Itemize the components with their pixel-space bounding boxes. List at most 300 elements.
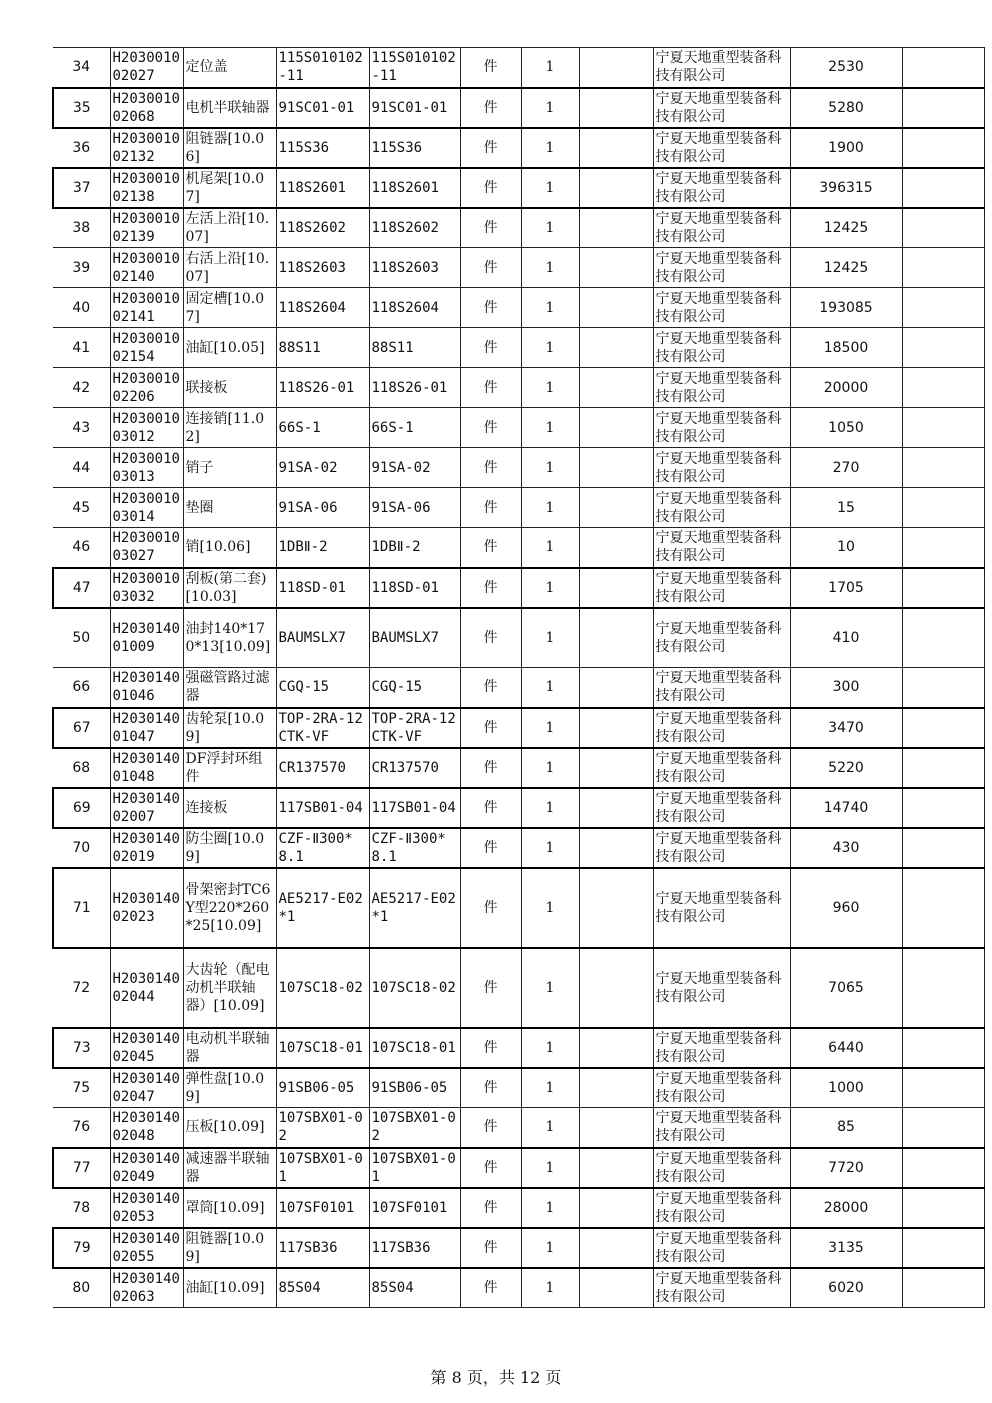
item-price: 20000 — [790, 368, 902, 408]
item-quantity: 1 — [521, 668, 579, 708]
item-model: 118S2604 — [369, 288, 460, 328]
row-number: 78 — [53, 1188, 110, 1228]
material-code: H203001002154 — [110, 328, 183, 368]
item-spec: 115S36 — [276, 128, 369, 168]
item-price: 396315 — [790, 168, 902, 208]
item-quantity: 1 — [521, 88, 579, 128]
item-model: 91SA-02 — [369, 448, 460, 488]
item-name: 刮板(第二套)[10.03] — [183, 568, 276, 608]
row-number: 70 — [53, 828, 110, 868]
blank-cell — [579, 408, 653, 448]
material-code: H203014001009 — [110, 608, 183, 668]
item-model: CR137570 — [369, 748, 460, 788]
blank-cell — [579, 948, 653, 1028]
supplier-name: 宁夏天地重型装备科技有限公司 — [653, 868, 790, 948]
item-unit: 件 — [460, 668, 521, 708]
table-row — [53, 1028, 984, 1068]
item-spec: 107SBX01-02 — [276, 1108, 369, 1148]
item-quantity: 1 — [521, 448, 579, 488]
remark-cell — [902, 568, 984, 608]
item-spec: CR137570 — [276, 748, 369, 788]
item-name: 电动机半联轴器 — [183, 1028, 276, 1068]
supplier-name: 宁夏天地重型装备科技有限公司 — [653, 1268, 790, 1308]
item-quantity: 1 — [521, 868, 579, 948]
item-unit: 件 — [460, 1188, 521, 1228]
item-spec: 1DBⅡ-2 — [276, 528, 369, 568]
item-quantity: 1 — [521, 1228, 579, 1268]
material-code: H203001003012 — [110, 408, 183, 448]
item-spec: 117SB01-04 — [276, 788, 369, 828]
item-spec: 118S2602 — [276, 208, 369, 248]
item-unit: 件 — [460, 208, 521, 248]
supplier-name: 宁夏天地重型装备科技有限公司 — [653, 1108, 790, 1148]
item-quantity: 1 — [521, 208, 579, 248]
item-spec: 91SA-02 — [276, 448, 369, 488]
blank-cell — [579, 708, 653, 748]
row-number: 72 — [53, 948, 110, 1028]
table-row — [53, 48, 984, 88]
remark-cell — [902, 1268, 984, 1308]
material-code: H203001003014 — [110, 488, 183, 528]
item-name: 齿轮泵[10.09] — [183, 708, 276, 748]
remark-cell — [902, 608, 984, 668]
item-unit: 件 — [460, 608, 521, 668]
blank-cell — [579, 48, 653, 88]
item-name: 弹性盘[10.09] — [183, 1068, 276, 1108]
supplier-name: 宁夏天地重型装备科技有限公司 — [653, 708, 790, 748]
material-code: H203001003013 — [110, 448, 183, 488]
row-number: 67 — [53, 708, 110, 748]
item-model: 118SD-01 — [369, 568, 460, 608]
supplier-name: 宁夏天地重型装备科技有限公司 — [653, 48, 790, 88]
item-price: 1050 — [790, 408, 902, 448]
item-model: 107SF0101 — [369, 1188, 460, 1228]
item-unit: 件 — [460, 288, 521, 328]
blank-cell — [579, 1188, 653, 1228]
item-model: 115S010102-11 — [369, 48, 460, 88]
table-row — [53, 488, 984, 528]
table-row — [53, 608, 984, 668]
blank-cell — [579, 88, 653, 128]
item-quantity: 1 — [521, 568, 579, 608]
item-name: 销[10.06] — [183, 528, 276, 568]
blank-cell — [579, 168, 653, 208]
item-spec: 85S04 — [276, 1268, 369, 1308]
remark-cell — [902, 868, 984, 948]
item-price: 3470 — [790, 708, 902, 748]
material-code: H203014001047 — [110, 708, 183, 748]
item-unit: 件 — [460, 408, 521, 448]
supplier-name: 宁夏天地重型装备科技有限公司 — [653, 1068, 790, 1108]
table-row — [53, 568, 984, 608]
item-name: 油缸[10.09] — [183, 1268, 276, 1308]
remark-cell — [902, 668, 984, 708]
item-name: 固定槽[10.07] — [183, 288, 276, 328]
table-row — [53, 1108, 984, 1148]
supplier-name: 宁夏天地重型装备科技有限公司 — [653, 88, 790, 128]
remark-cell — [902, 408, 984, 448]
remark-cell — [902, 488, 984, 528]
table-row — [53, 528, 984, 568]
item-model: TOP-2RA-12CTK-VF — [369, 708, 460, 748]
remark-cell — [902, 828, 984, 868]
item-price: 1900 — [790, 128, 902, 168]
item-spec: 107SF0101 — [276, 1188, 369, 1228]
item-quantity: 1 — [521, 248, 579, 288]
blank-cell — [579, 368, 653, 408]
remark-cell — [902, 1188, 984, 1228]
blank-cell — [579, 608, 653, 668]
remark-cell — [902, 128, 984, 168]
item-model: 85S04 — [369, 1268, 460, 1308]
blank-cell — [579, 208, 653, 248]
supplier-name: 宁夏天地重型装备科技有限公司 — [653, 788, 790, 828]
material-code: H203001002027 — [110, 48, 183, 88]
table-row — [53, 368, 984, 408]
supplier-name: 宁夏天地重型装备科技有限公司 — [653, 288, 790, 328]
remark-cell — [902, 1068, 984, 1108]
material-code: H203001002139 — [110, 208, 183, 248]
item-model: 118S2603 — [369, 248, 460, 288]
material-code: H203014002063 — [110, 1268, 183, 1308]
remark-cell — [902, 208, 984, 248]
material-code: H203014001048 — [110, 748, 183, 788]
item-price: 18500 — [790, 328, 902, 368]
item-name: 联接板 — [183, 368, 276, 408]
row-number: 80 — [53, 1268, 110, 1308]
table-row — [53, 748, 984, 788]
item-quantity: 1 — [521, 828, 579, 868]
item-name: 压板[10.09] — [183, 1108, 276, 1148]
row-number: 66 — [53, 668, 110, 708]
item-spec: 118S26-01 — [276, 368, 369, 408]
item-spec: 118S2604 — [276, 288, 369, 328]
item-price: 410 — [790, 608, 902, 668]
remark-cell — [902, 748, 984, 788]
item-unit: 件 — [460, 488, 521, 528]
item-model: CZF-Ⅱ300*8.1 — [369, 828, 460, 868]
item-model: 91SA-06 — [369, 488, 460, 528]
row-number: 79 — [53, 1228, 110, 1268]
table-row — [53, 168, 984, 208]
item-quantity: 1 — [521, 128, 579, 168]
item-name: 机尾架[10.07] — [183, 168, 276, 208]
item-quantity: 1 — [521, 608, 579, 668]
parts-table — [52, 47, 985, 1308]
table-row — [53, 328, 984, 368]
blank-cell — [579, 788, 653, 828]
item-model: 66S-1 — [369, 408, 460, 448]
item-name: 减速器半联轴器 — [183, 1148, 276, 1188]
blank-cell — [579, 568, 653, 608]
item-spec: 91SC01-01 — [276, 88, 369, 128]
item-quantity: 1 — [521, 368, 579, 408]
blank-cell — [579, 1268, 653, 1308]
table-row — [53, 668, 984, 708]
remark-cell — [902, 168, 984, 208]
row-number: 41 — [53, 328, 110, 368]
item-spec: 117SB36 — [276, 1228, 369, 1268]
item-spec: AE5217-E02*1 — [276, 868, 369, 948]
item-model: 107SC18-02 — [369, 948, 460, 1028]
material-code: H203001002140 — [110, 248, 183, 288]
supplier-name: 宁夏天地重型装备科技有限公司 — [653, 748, 790, 788]
table-body — [53, 48, 984, 1308]
item-spec: 118S2601 — [276, 168, 369, 208]
item-unit: 件 — [460, 1148, 521, 1188]
material-code: H203014002023 — [110, 868, 183, 948]
blank-cell — [579, 1068, 653, 1108]
item-price: 2530 — [790, 48, 902, 88]
remark-cell — [902, 788, 984, 828]
item-name: 强磁管路过滤器 — [183, 668, 276, 708]
table-row — [53, 128, 984, 168]
row-number: 50 — [53, 608, 110, 668]
table-row — [53, 208, 984, 248]
item-spec: 88S11 — [276, 328, 369, 368]
item-quantity: 1 — [521, 288, 579, 328]
row-number: 37 — [53, 168, 110, 208]
supplier-name: 宁夏天地重型装备科技有限公司 — [653, 448, 790, 488]
material-code: H203014002049 — [110, 1148, 183, 1188]
blank-cell — [579, 828, 653, 868]
supplier-name: 宁夏天地重型装备科技有限公司 — [653, 128, 790, 168]
remark-cell — [902, 948, 984, 1028]
item-quantity: 1 — [521, 788, 579, 828]
material-code: H203001002068 — [110, 88, 183, 128]
item-price: 12425 — [790, 248, 902, 288]
item-price: 85 — [790, 1108, 902, 1148]
item-unit: 件 — [460, 1228, 521, 1268]
material-code: H203014002045 — [110, 1028, 183, 1068]
item-spec: 115S010102-11 — [276, 48, 369, 88]
item-model: 117SB01-04 — [369, 788, 460, 828]
material-code: H203014001046 — [110, 668, 183, 708]
item-price: 5220 — [790, 748, 902, 788]
item-price: 7065 — [790, 948, 902, 1028]
row-number: 46 — [53, 528, 110, 568]
item-name: 罩筒[10.09] — [183, 1188, 276, 1228]
table-row — [53, 448, 984, 488]
item-spec: CGQ-15 — [276, 668, 369, 708]
item-unit: 件 — [460, 708, 521, 748]
item-price: 960 — [790, 868, 902, 948]
row-number: 77 — [53, 1148, 110, 1188]
item-price: 300 — [790, 668, 902, 708]
table-row — [53, 948, 984, 1028]
item-spec: 91SA-06 — [276, 488, 369, 528]
row-number: 40 — [53, 288, 110, 328]
row-number: 47 — [53, 568, 110, 608]
item-quantity: 1 — [521, 488, 579, 528]
blank-cell — [579, 668, 653, 708]
table-row — [53, 788, 984, 828]
material-code: H203014002055 — [110, 1228, 183, 1268]
page-footer: 第 8 页，共 12 页 — [430, 1368, 562, 1387]
material-code: H203001003032 — [110, 568, 183, 608]
blank-cell — [579, 868, 653, 948]
item-quantity: 1 — [521, 1268, 579, 1308]
blank-cell — [579, 248, 653, 288]
table-row — [53, 248, 984, 288]
supplier-name: 宁夏天地重型装备科技有限公司 — [653, 948, 790, 1028]
item-name: 销子 — [183, 448, 276, 488]
blank-cell — [579, 448, 653, 488]
row-number: 45 — [53, 488, 110, 528]
item-unit: 件 — [460, 868, 521, 948]
item-price: 6440 — [790, 1028, 902, 1068]
material-code: H203001003027 — [110, 528, 183, 568]
item-model: 107SC18-01 — [369, 1028, 460, 1068]
supplier-name: 宁夏天地重型装备科技有限公司 — [653, 168, 790, 208]
item-name: 连接销[11.02] — [183, 408, 276, 448]
item-model: 118S2601 — [369, 168, 460, 208]
item-name: 左活上沿[10.07] — [183, 208, 276, 248]
supplier-name: 宁夏天地重型装备科技有限公司 — [653, 328, 790, 368]
item-model: AE5217-E02*1 — [369, 868, 460, 948]
item-quantity: 1 — [521, 1108, 579, 1148]
item-spec: CZF-Ⅱ300*8.1 — [276, 828, 369, 868]
item-price: 3135 — [790, 1228, 902, 1268]
item-price: 7720 — [790, 1148, 902, 1188]
item-unit: 件 — [460, 248, 521, 288]
remark-cell — [902, 1108, 984, 1148]
item-model: 118S2602 — [369, 208, 460, 248]
material-code: H203014002048 — [110, 1108, 183, 1148]
item-quantity: 1 — [521, 748, 579, 788]
item-spec: TOP-2RA-12CTK-VF — [276, 708, 369, 748]
remark-cell — [902, 288, 984, 328]
item-price: 15 — [790, 488, 902, 528]
item-quantity: 1 — [521, 408, 579, 448]
blank-cell — [579, 1108, 653, 1148]
item-spec: 91SB06-05 — [276, 1068, 369, 1108]
table-row — [53, 1228, 984, 1268]
table-row — [53, 88, 984, 128]
remark-cell — [902, 48, 984, 88]
item-name: 右活上沿[10.07] — [183, 248, 276, 288]
remark-cell — [902, 448, 984, 488]
item-model: 1DBⅡ-2 — [369, 528, 460, 568]
table-row — [53, 708, 984, 748]
item-spec: 107SC18-02 — [276, 948, 369, 1028]
row-number: 71 — [53, 868, 110, 948]
item-model: CGQ-15 — [369, 668, 460, 708]
item-name: 骨架密封TC6Y型220*260*25[10.09] — [183, 868, 276, 948]
item-unit: 件 — [460, 1268, 521, 1308]
blank-cell — [579, 288, 653, 328]
blank-cell — [579, 128, 653, 168]
row-number: 36 — [53, 128, 110, 168]
item-name: 垫圈 — [183, 488, 276, 528]
item-spec: 66S-1 — [276, 408, 369, 448]
material-code: H203014002019 — [110, 828, 183, 868]
row-number: 42 — [53, 368, 110, 408]
table-row — [53, 868, 984, 948]
item-price: 28000 — [790, 1188, 902, 1228]
item-model: 115S36 — [369, 128, 460, 168]
item-spec: 118S2603 — [276, 248, 369, 288]
blank-cell — [579, 488, 653, 528]
item-model: 91SB06-05 — [369, 1068, 460, 1108]
item-name: 防尘圈[10.09] — [183, 828, 276, 868]
item-quantity: 1 — [521, 328, 579, 368]
item-unit: 件 — [460, 1068, 521, 1108]
blank-cell — [579, 328, 653, 368]
remark-cell — [902, 368, 984, 408]
table-row — [53, 1188, 984, 1228]
item-unit: 件 — [460, 48, 521, 88]
item-quantity: 1 — [521, 48, 579, 88]
item-model: BAUMSLX7 — [369, 608, 460, 668]
supplier-name: 宁夏天地重型装备科技有限公司 — [653, 1188, 790, 1228]
row-number: 43 — [53, 408, 110, 448]
supplier-name: 宁夏天地重型装备科技有限公司 — [653, 1228, 790, 1268]
supplier-name: 宁夏天地重型装备科技有限公司 — [653, 828, 790, 868]
item-model: 91SC01-01 — [369, 88, 460, 128]
table-row — [53, 1268, 984, 1308]
item-unit: 件 — [460, 328, 521, 368]
blank-cell — [579, 528, 653, 568]
table-row — [53, 828, 984, 868]
remark-cell — [902, 1228, 984, 1268]
blank-cell — [579, 1148, 653, 1188]
item-quantity: 1 — [521, 1028, 579, 1068]
item-name: 阻链器[10.06] — [183, 128, 276, 168]
material-code: H203001002206 — [110, 368, 183, 408]
item-spec: 107SC18-01 — [276, 1028, 369, 1068]
table-row — [53, 408, 984, 448]
item-unit: 件 — [460, 368, 521, 408]
remark-cell — [902, 528, 984, 568]
item-quantity: 1 — [521, 168, 579, 208]
supplier-name: 宁夏天地重型装备科技有限公司 — [653, 608, 790, 668]
item-unit: 件 — [460, 1108, 521, 1148]
item-unit: 件 — [460, 128, 521, 168]
item-price: 10 — [790, 528, 902, 568]
item-quantity: 1 — [521, 1188, 579, 1228]
item-spec: BAUMSLX7 — [276, 608, 369, 668]
row-number: 76 — [53, 1108, 110, 1148]
item-quantity: 1 — [521, 1068, 579, 1108]
material-code: H203014002007 — [110, 788, 183, 828]
item-unit: 件 — [460, 528, 521, 568]
material-code: H203001002132 — [110, 128, 183, 168]
supplier-name: 宁夏天地重型装备科技有限公司 — [653, 368, 790, 408]
material-code: H203014002053 — [110, 1188, 183, 1228]
item-name: 连接板 — [183, 788, 276, 828]
material-code: H203014002047 — [110, 1068, 183, 1108]
item-model: 107SBX01-01 — [369, 1148, 460, 1188]
item-unit: 件 — [460, 448, 521, 488]
item-name: 油缸[10.05] — [183, 328, 276, 368]
supplier-name: 宁夏天地重型装备科技有限公司 — [653, 1028, 790, 1068]
remark-cell — [902, 328, 984, 368]
item-spec: 107SBX01-01 — [276, 1148, 369, 1188]
supplier-name: 宁夏天地重型装备科技有限公司 — [653, 668, 790, 708]
material-code: H203014002044 — [110, 948, 183, 1028]
remark-cell — [902, 88, 984, 128]
row-number: 34 — [53, 48, 110, 88]
blank-cell — [579, 1028, 653, 1068]
item-price: 1705 — [790, 568, 902, 608]
item-unit: 件 — [460, 88, 521, 128]
item-name: 电机半联轴器 — [183, 88, 276, 128]
item-unit: 件 — [460, 748, 521, 788]
item-quantity: 1 — [521, 948, 579, 1028]
blank-cell — [579, 748, 653, 788]
item-price: 1000 — [790, 1068, 902, 1108]
